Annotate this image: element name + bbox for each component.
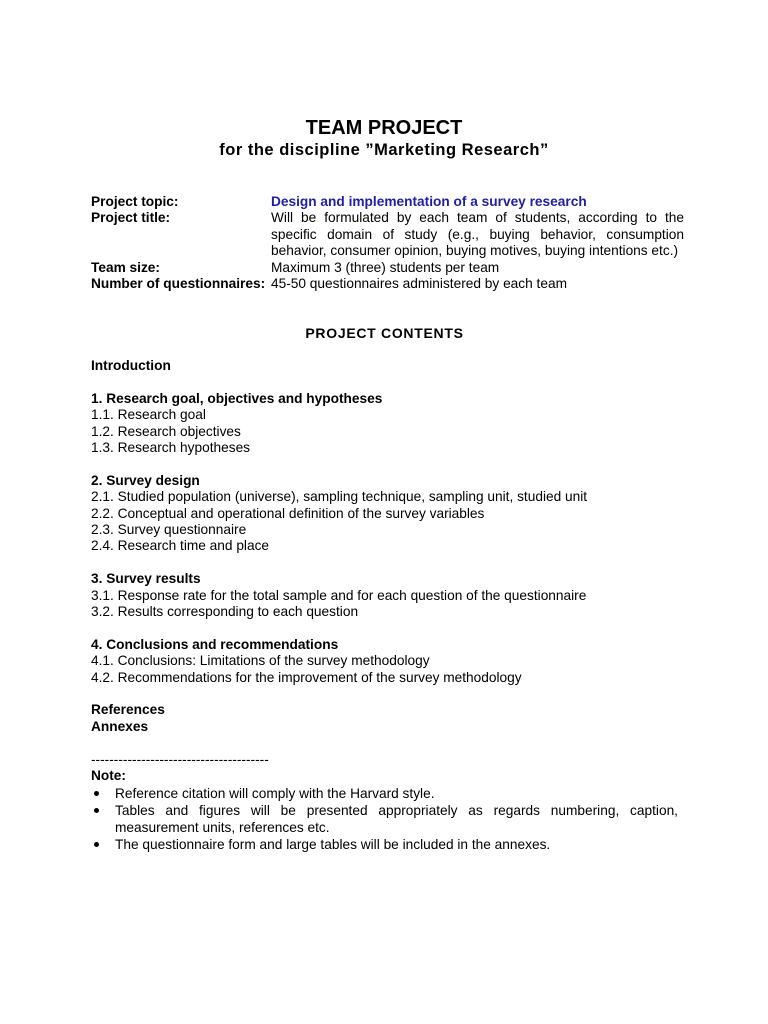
project-topic-label: Project topic:	[91, 194, 179, 209]
note-text: Tables and figures will be presented appropriately as regards numbering, caption, measurement units, references etc.	[115, 802, 678, 835]
team-size-label: Team size:	[91, 259, 160, 275]
project-title-label: Project title:	[91, 210, 171, 226]
section-item: 4.1. Conclusions: Limitations of the survey methodology	[91, 653, 430, 669]
contents-section	[91, 571, 678, 620]
note-list	[91, 785, 678, 853]
section-item: 1.1. Research goal	[91, 407, 206, 423]
section-item: 2.4. Research time and place	[91, 538, 270, 554]
project-title-value: Will be formulated by each team of students, according to the specific domain of study (e.g., buying behavior, consumption behavior, consumer opinion, buying motives, buying intentions etc.)	[271, 210, 684, 259]
team-size-value: Maximum 3 (three) students per team	[271, 259, 500, 275]
section-item: 2.1. Studied population (universe), sampling technique, sampling unit, studied unit	[91, 489, 588, 505]
section-item: 3.1. Response rate for the total sample and for each question of the questionnaire	[91, 587, 587, 603]
document-title: TEAM PROJECT	[305, 117, 463, 139]
note-bullet	[91, 802, 678, 836]
contents-references: References	[91, 702, 165, 718]
note-bullet	[91, 785, 678, 802]
document-subtitle: for the discipline ”Marketing Research”	[219, 141, 549, 159]
contents-annexes: Annexes	[91, 718, 149, 734]
questionnaires-value: 45-50 questionnaires administered by each team	[271, 276, 567, 292]
contents-introduction: Introduction	[91, 358, 171, 374]
section-heading: 1. Research goal, objectives and hypotheses	[91, 390, 383, 406]
note-text: Reference citation will comply with the Harvard style.	[115, 785, 435, 801]
questionnaires-label: Number of questionnaires:	[91, 276, 266, 292]
section-item: 1.2. Research objectives	[91, 423, 241, 439]
section-item: 2.3. Survey questionnaire	[91, 522, 247, 538]
project-topic-value: Design and implementation of a survey research	[271, 194, 587, 209]
section-item: 1.3. Research hypotheses	[91, 440, 251, 456]
contents-heading: PROJECT CONTENTS	[305, 325, 464, 342]
separator-line: ---------------------------------------	[91, 751, 269, 767]
note-bullet	[91, 836, 678, 853]
section-heading: 4. Conclusions and recommendations	[91, 636, 339, 652]
section-item: 4.2. Recommendations for the improvement of the survey methodology	[91, 669, 522, 685]
section-heading: 3. Survey results	[91, 571, 201, 587]
section-item: 2.2. Conceptual and operational definition of the survey variables	[91, 505, 485, 521]
note-label: Note:	[91, 768, 126, 784]
bullet-icon	[94, 808, 99, 813]
bullet-icon	[94, 791, 99, 796]
contents-section	[91, 391, 678, 457]
section-item: 3.2. Results corresponding to each question	[91, 604, 359, 620]
project-info-table	[91, 194, 684, 292]
section-heading: 2. Survey design	[91, 472, 200, 488]
contents-section	[91, 473, 678, 555]
document-body	[91, 194, 684, 853]
contents-section	[91, 637, 678, 686]
note-text: The questionnaire form and large tables will be included in the annexes.	[115, 836, 551, 852]
bullet-icon	[94, 842, 99, 847]
